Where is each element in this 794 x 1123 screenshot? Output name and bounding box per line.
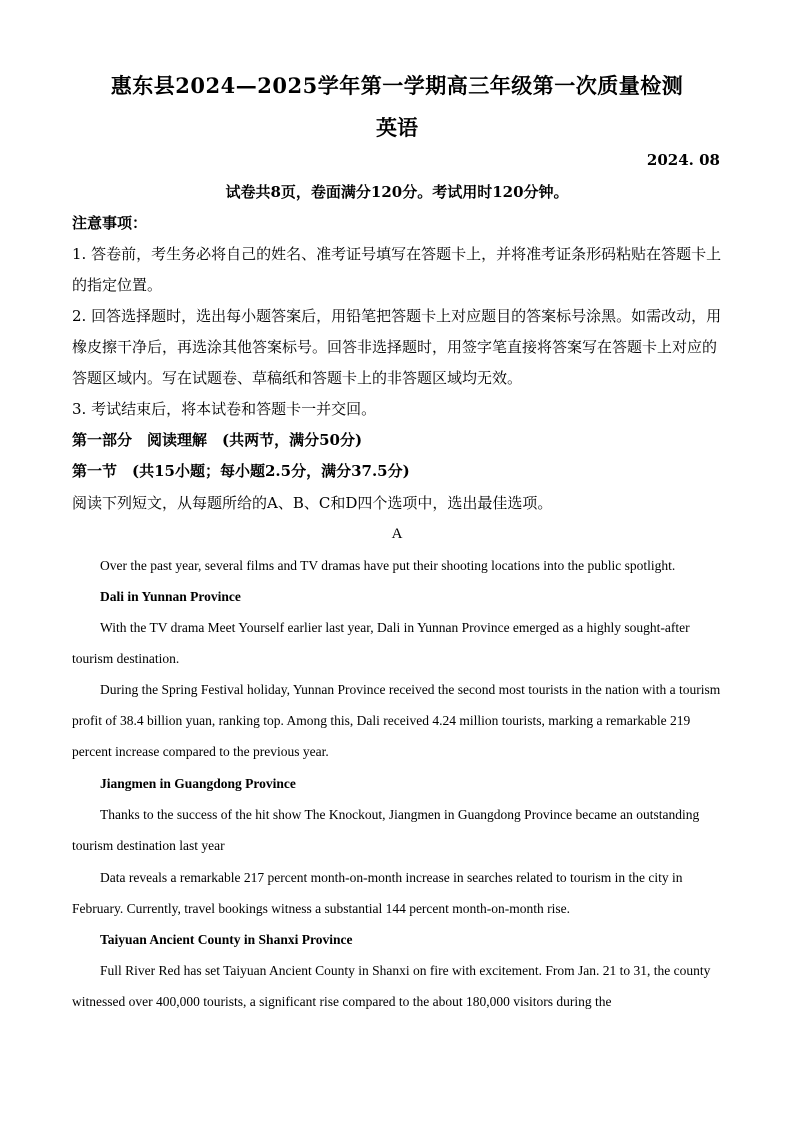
passage-letter: A bbox=[391, 526, 403, 542]
passage-heading-dali: Dali in Yunnan Province bbox=[100, 589, 241, 604]
subject-title: 英语 bbox=[376, 115, 418, 140]
passage-heading-jiangmen: Jiangmen in Guangdong Province bbox=[100, 776, 296, 791]
notice-heading: 注意事项： bbox=[72, 214, 148, 232]
notice-item-2: 2. 回答选择题时，选出每小题答案后，用铅笔把答题卡上对应题目的答案标号涂黑。如需改动，用橡皮擦干净后，再选涂其他答案标号。回答非选择题时，用签字笔直接将答案写在答题卡上对应的答题区域内。写在试题卷、草稿纸和答题卡上的非答题区域均无效。 bbox=[72, 307, 722, 387]
passage-paragraph: During the Spring Festival holiday, Yunnan Province received the second most tourists in the nation with a tourism profit of 38.4 billion yuan, ranking top. Among this, Dali received 4.24 million tourists, marking a remarkable 219 percent increase compared to the previous year. bbox=[72, 682, 721, 759]
exam-summary: 试卷共8页，卷面满分120分。考试用时120分钟。 bbox=[225, 183, 569, 201]
part-one-heading: 第一部分 阅读理解 (共两节，满分50分) bbox=[72, 431, 363, 449]
passage-paragraph: Full River Red has set Taiyuan Ancient County in Shanxi on fire with excitement. From Jan. 21 to 31, the county witnessed over 400,000 tourists, a significant rise compared to the about 180,000 visitors during the bbox=[72, 963, 711, 1009]
section-one-heading: 第一节 (共15小题；每小题2.5分，满分37.5分) bbox=[72, 462, 410, 480]
notice-item-1: 1. 答卷前，考生务必将自己的姓名、准考证号填写在答题卡上，并将准考证条形码粘贴在答题卡上的指定位置。 bbox=[72, 245, 722, 294]
passage-intro: Over the past year, several films and TV dramas have put their shooting locations into the public spotlight. bbox=[100, 558, 676, 573]
passage-paragraph: With the TV drama Meet Yourself earlier last year, Dali in Yunnan Province emerged as a highly sought-after tourism destination. bbox=[72, 620, 690, 666]
passage-heading-taiyuan: Taiyuan Ancient County in Shanxi Province bbox=[100, 932, 353, 947]
passage-paragraph: Thanks to the success of the hit show The Knockout, Jiangmen in Guangdong Province became an outstanding tourism destination last year bbox=[72, 807, 700, 853]
exam-date: 2024. 08 bbox=[646, 151, 720, 169]
exam-title: 惠东县2024—2025学年第一学期高三年级第一次质量检测 bbox=[110, 73, 684, 98]
reading-instruction: 阅读下列短文，从每题所给的A、B、C和D四个选项中，选出最佳选项。 bbox=[72, 494, 553, 512]
passage-paragraph: Data reveals a remarkable 217 percent month-on-month increase in searches related to tourism in the city in February. Currently, travel bookings witness a substantial 144 percent month-on-month rise. bbox=[72, 870, 683, 916]
notice-item-3: 3. 考试结束后，将本试卷和答题卡一并交回。 bbox=[72, 400, 377, 418]
